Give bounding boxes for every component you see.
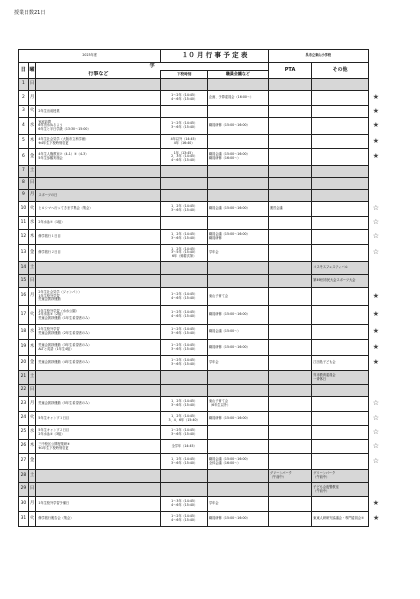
day-number: 2 [19,91,29,106]
other-cell [312,79,368,91]
pta-cell [268,135,311,149]
day-row [19,512,384,527]
day-row [19,440,384,454]
day-number: 5 [19,135,29,149]
star-mark: ★ [372,358,379,367]
star-mark [368,275,383,288]
day-number: 12 [19,230,29,245]
pta-cell [268,340,311,356]
day-row [19,497,384,512]
other-cell [312,497,368,512]
day-number: 15 [19,275,29,288]
day-row [19,288,384,306]
star-mark: ☆ [372,427,379,436]
other-cell [312,230,368,245]
star-mark: ☆ [372,399,379,408]
event-cell [36,483,161,497]
weekday: 金 [28,356,36,371]
other-cell: 子ども会夜警教室 （午前中） [312,483,368,497]
star-mark [368,262,383,275]
other-cell: 江田島子ども会 [312,356,368,371]
staff-meeting-cell [208,190,269,202]
event-cell: 2年生社会見学（ジャンパン） 1年生校外学習 児童会挨拶運動 [36,288,161,306]
dismissal-time-cell [161,106,208,118]
weekday: 水 [28,118,36,135]
school-group-header: 学 [36,63,268,71]
day-row [19,245,384,262]
star-mark [368,190,383,202]
star-mark: ★ [372,310,379,319]
dismissal-time-cell: 1、2年（14:45） 3〜6年（15:40） [161,454,208,470]
day-number: 3 [19,106,29,118]
star-mark: ☆ [372,248,379,257]
pta-cell [268,91,311,106]
other-cell [312,325,368,340]
staff-meeting-cell: 学年会 [208,497,269,512]
star-mark [368,371,383,385]
day-row [19,91,384,106]
other-cell [312,397,368,412]
weekday-column-header: 曜 [28,63,36,79]
event-cell [36,470,161,483]
day-row [19,79,384,91]
day-row [19,217,384,230]
dismissal-time-cell: 1、2年（14:45） 3、4、6年（15:40） [161,412,208,426]
star-mark: ☆ [372,413,379,422]
day-row [19,454,384,470]
event-cell: 児童会挨拶運動（5年生希望者のみ） [36,397,161,412]
star-mark [368,166,383,178]
weekday: 日 [28,275,36,288]
time-column-header: 下校時刻 [161,71,208,79]
event-cell: 児童会挨拶運動（3年生希望者のみ） ALTと英語（1年生4組） [36,340,161,356]
star-mark: ☆ [372,441,379,450]
day-row [19,412,384,426]
weekday: 日 [28,385,36,397]
star-mark [368,470,383,483]
other-cell [312,135,368,149]
day-row [19,385,384,397]
calendar-rows [19,79,384,527]
other-cell [312,440,368,454]
other-cell [312,178,368,190]
calendar-table [18,49,384,527]
day-row [19,275,384,288]
event-cell: 修学旅行２日目 [36,245,161,262]
staff-meeting-cell [208,275,269,288]
other-cell: 呉市教育委員会 一斉休日 [312,371,368,385]
pta-cell [268,412,311,426]
star-mark: ☆ [372,456,379,465]
staff-meeting-cell: 職員会議（15:00〜16:00） [208,202,269,217]
staff-meeting-cell: 職員会議（15:00〜16:00） 全体会議（16:00〜） [208,454,269,470]
weekday: 火 [28,202,36,217]
event-cell: 2年生出前授業 [36,106,161,118]
staff-meeting-cell [208,217,269,230]
staff-meeting-cell [208,470,269,483]
star-mark: ☆ [372,232,379,241]
staff-meeting-cell: 職員会議（15:00〜16:00） 職員研修 [208,230,269,245]
dismissal-time-cell: 全学年（14:45） [161,440,208,454]
event-cell: 5年生キャンプ２日目 2年水泳④（3組） [36,426,161,440]
day-row [19,202,384,217]
day-row [19,340,384,356]
day-number: 11 [19,217,29,230]
day-number: 6 [19,149,29,166]
other-cell [312,91,368,106]
other-cell: 第49回市民大会スポーツ大会 [312,275,368,288]
other-cell: コスモスフェスティバル [312,262,368,275]
other-cell [312,118,368,135]
dismissal-time-cell: 1〜2年（14:45） 3〜6年（15:40） [161,340,208,356]
event-cell: 児童会挨拶運動（4年生希望者のみ） [36,356,161,371]
day-number: 21 [19,371,29,385]
staff-meeting-cell [208,440,269,454]
pta-cell [268,371,311,385]
weekday: 火 [28,306,36,325]
staff-meeting-cell: 東山子育て会 （6年生以外） [208,397,269,412]
staff-meeting-cell: 学年会 [208,356,269,371]
weekday: 月 [28,288,36,306]
event-cell: 1年生校外学習予備日 [36,497,161,512]
star-mark [368,483,383,497]
day-number: 9 [19,190,29,202]
pta-cell [268,325,311,340]
day-row [19,306,384,325]
star-mark: ★ [372,121,379,130]
day-number: 4 [19,118,29,135]
event-cell: 4年生人権教室②（4-1）③（4-3） 5年生参観実施会 [36,149,161,166]
day-number: 30 [19,497,29,512]
staff-meeting-cell [208,426,269,440]
dismissal-time-cell [161,178,208,190]
day-number: 20 [19,356,29,371]
staff-meeting-cell [208,385,269,397]
star-mark: ★ [372,327,379,336]
pta-cell [268,166,311,178]
day-row [19,325,384,340]
weekday: 月 [28,91,36,106]
day-row [19,135,384,149]
other-cell: 東東人研研究協議会・専門委員会③ [312,512,368,527]
dismissal-time-cell: 4年以外（14:45） 4年（16:40） [161,135,208,149]
other-cell [312,217,368,230]
pta-cell [268,106,311,118]
event-cell [36,262,161,275]
star-mark: ★ [372,291,379,300]
event-cell: 4年生社会見学（大阪市立科学館） ※4年生下校時刻変更 [36,135,161,149]
event-cell [36,178,161,190]
fiscal-year: 2023年度 [82,53,97,58]
other-cell [312,340,368,356]
weekday: 木 [28,440,36,454]
pta-cell [268,190,311,202]
event-column-header: 行事など [36,71,161,79]
staff-meeting-cell [208,178,269,190]
day-number: 10 [19,202,29,217]
other-cell [312,385,368,397]
pta-cell [268,397,311,412]
pta-cell [268,288,311,306]
day-number: 18 [19,325,29,340]
dismissal-time-cell [161,79,208,91]
dismissal-time-cell [161,470,208,483]
staff-meeting-cell: 東山子育て会 [208,288,269,306]
dismissal-time-cell: 1〜2年（14:45） 4〜6年（15:40） [161,288,208,306]
star-mark: ★ [372,514,380,523]
day-row [19,371,384,385]
event-cell [36,166,161,178]
dismissal-time-cell [161,262,208,275]
dismissal-time-cell [161,371,208,385]
weekday: 水 [28,325,36,340]
weekday: 金 [28,245,36,262]
weekday: 水 [28,217,36,230]
other-cell [312,426,368,440]
day-row [19,118,384,135]
event-cell: 修学旅行１日目 [36,230,161,245]
event-cell [36,371,161,385]
event-cell: 1年生校外学習（水水公園） 2年水泳③（2組） 児童会挨拶運動（1年生希望者のみ） [36,306,161,325]
day-number: 17 [19,306,29,325]
day-row [19,106,384,118]
other-cell [312,454,368,470]
event-cell: 修学旅行報告会（集会） [36,512,161,527]
event-cell [36,385,161,397]
day-row [19,190,384,202]
other-cell [312,412,368,426]
star-mark [368,385,383,397]
pta-cell: グリーンパーク （午前中） [268,470,311,483]
pta-cell [268,483,311,497]
day-row [19,397,384,412]
staff-meeting-cell [208,166,269,178]
weekday: 月 [28,397,36,412]
day-row [19,426,384,440]
weekday: 木 [28,230,36,245]
pta-cell [268,178,311,190]
other-cell [312,166,368,178]
day-number: 23 [19,397,29,412]
weekday: 日 [28,178,36,190]
day-row [19,470,384,483]
event-cell: 2年生校外学習 児童会挨拶運動（2年生希望者のみ） [36,325,161,340]
weekday: 火 [28,106,36,118]
weekday: 日 [28,79,36,91]
school-days-note: 授業日数21日 [14,10,46,16]
pta-cell [268,440,311,454]
pta-cell [268,306,311,325]
weekday: 日 [28,483,36,497]
star-mark: ☆ [372,204,379,213]
day-number: 27 [19,454,29,470]
pta-cell [268,149,311,166]
dismissal-time-cell: 1、2年（14:45） 3〜6年（15:40） [161,230,208,245]
other-cell [312,106,368,118]
weekday: 水 [28,426,36,440]
dismissal-time-cell: 1、2年（14:45） 3〜6年（15:40） [161,397,208,412]
pta-cell [268,217,311,230]
day-number: 7 [19,166,29,178]
pta-cell [268,118,311,135]
weekday: 月 [28,190,36,202]
day-row [19,262,384,275]
event-cell: 5年生キャンプ１日目 [36,412,161,426]
day-number: 28 [19,470,29,483]
event-cell: スポーツの日 [36,190,161,202]
dismissal-time-cell: 1年（13:45） 2、3年（14:45） 4〜6年（15:40） [161,149,208,166]
weekday: 金 [28,149,36,166]
pta-cell [268,426,311,440]
pta-cell [268,385,311,397]
star-mark: ☆ [372,218,379,227]
weekday: 土 [28,470,36,483]
school-name: 呉市立東山小学校 [305,53,332,58]
pta-cell: 運営会議 [268,202,311,217]
dismissal-time-cell: 1〜2年（14:45） 4〜6年（15:40） [161,91,208,106]
event-cell: 家庭訪問 6年出水ぬるよう 6年生と半日学級（13:30〜15:00） [36,118,161,135]
star-mark: ★ [372,152,379,161]
star-mark: ★ [372,342,379,351]
weekday: 月 [28,497,36,512]
weekday: 火 [28,512,36,527]
staff-meeting-cell [208,106,269,118]
star-mark: ★ [372,136,379,145]
dismissal-time-cell: 1〜2年（14:45） 3〜6年（15:40） [161,325,208,340]
staff-meeting-cell [208,371,269,385]
dismissal-time-cell: 1〜3年（14:45） 4〜6年（15:40） [161,497,208,512]
dismissal-time-cell [161,166,208,178]
staff-meeting-cell: 学年会 [208,245,269,262]
day-number: 26 [19,440,29,454]
pta-cell [268,497,311,512]
pta-column-header: PTA [268,63,311,79]
weekday: 火 [28,412,36,426]
event-cell [36,275,161,288]
page-title: １０ 月 行 事 予 定 表 [181,51,248,60]
day-row [19,178,384,190]
staff-meeting-cell [208,483,269,497]
staff-meeting-cell [208,262,269,275]
day-number: 1 [19,79,29,91]
other-cell [312,245,368,262]
staff-meeting-cell [208,135,269,149]
star-mark: ★ [372,93,379,102]
event-cell [36,454,161,470]
day-number: 14 [19,262,29,275]
dismissal-time-cell [161,483,208,497]
staff-meeting-cell: 職員研修（15:00〜16:00） [208,412,269,426]
day-number: 16 [19,288,29,306]
header-row-1 [19,63,384,71]
event-cell: 2年水泳②（1組） [36,217,161,230]
dismissal-time-cell: 1〜2年（14:45） 3〜6年（15:40） [161,356,208,371]
pta-cell [268,454,311,470]
star-mark [368,79,383,91]
other-cell [312,306,368,325]
day-number: 19 [19,340,29,356]
pta-cell [268,230,311,245]
dismissal-time-cell: 1、2年（14:45） 3〜6年（15:40） [161,202,208,217]
pta-cell [268,245,311,262]
staff-meeting-cell: 職員会議（15:00〜16:00） 職員研修（16:00〜） [208,149,269,166]
day-row [19,356,384,371]
day-number: 13 [19,245,29,262]
dismissal-time-cell: 1、2年（14:45） 3〜5年（15:40） 6年（帰着次第） [161,245,208,262]
dismissal-time-cell: 1〜2年（14:45） 4〜6年（15:40） [161,512,208,527]
dismissal-time-cell: 1〜2年（14:45） 4〜6年（15:40） [161,306,208,325]
dismissal-time-cell: 1〜2年（14:45） 3〜6年（15:40） [161,118,208,135]
dismissal-time-cell [161,190,208,202]
staff-meeting-cell: 企画、予算委員会（16:00〜） [208,91,269,106]
star-mark [368,178,383,190]
dismissal-time-cell [161,217,208,230]
day-row [19,166,384,178]
weekday: 木 [28,340,36,356]
other-cell [312,288,368,306]
pta-cell [268,356,311,371]
other-cell [312,202,368,217]
event-cell [36,79,161,91]
event-cell [36,91,161,106]
title-row [19,50,384,63]
day-column-header: 日 [19,63,29,79]
staff-meeting-cell: 職員研修（15:00〜16:00） [208,512,269,527]
day-number: 29 [19,483,29,497]
weekday: 土 [28,371,36,385]
day-number: 24 [19,412,29,426]
weekday: 金 [28,454,36,470]
weekday: 土 [28,166,36,178]
other-cell [312,149,368,166]
pta-cell [268,262,311,275]
day-number: 25 [19,426,29,440]
star-mark: ★ [372,499,379,508]
day-number: 31 [19,512,29,527]
other-cell [312,190,368,202]
other-column-header: その他 [312,63,368,79]
day-row [19,149,384,166]
other-cell: グリーンパーク （午前中） [312,470,368,483]
pta-cell [268,512,311,527]
staff-meeting-cell: 職員会議（15:00〜） [208,325,269,340]
staff-meeting-cell [208,79,269,91]
staff-meeting-cell: 職員研修（15:00〜16:00） [208,306,269,325]
event-cell: 三中校区公開授業研⑤ ※1年生下校時刻変更 [36,440,161,454]
weekday: 土 [28,262,36,275]
pta-cell [268,275,311,288]
staff-meeting-cell: 職員研修（15:00〜16:00） [208,340,269,356]
pta-cell [268,79,311,91]
dismissal-time-cell [161,275,208,288]
dismissal-time-cell: 1〜2年（14:45） 3〜6年（15:40） [161,426,208,440]
day-row [19,230,384,245]
day-number: 8 [19,178,29,190]
weekday: 木 [28,135,36,149]
staff-meeting-cell: 職員研修（15:00〜16:00） [208,118,269,135]
star-mark: ★ [372,106,379,115]
day-number: 22 [19,385,29,397]
day-row [19,483,384,497]
staff-column-header: 職員会議など [208,71,269,79]
event-cell: ヒロシマへ行ってきます集会（集会） [36,202,161,217]
dismissal-time-cell [161,385,208,397]
